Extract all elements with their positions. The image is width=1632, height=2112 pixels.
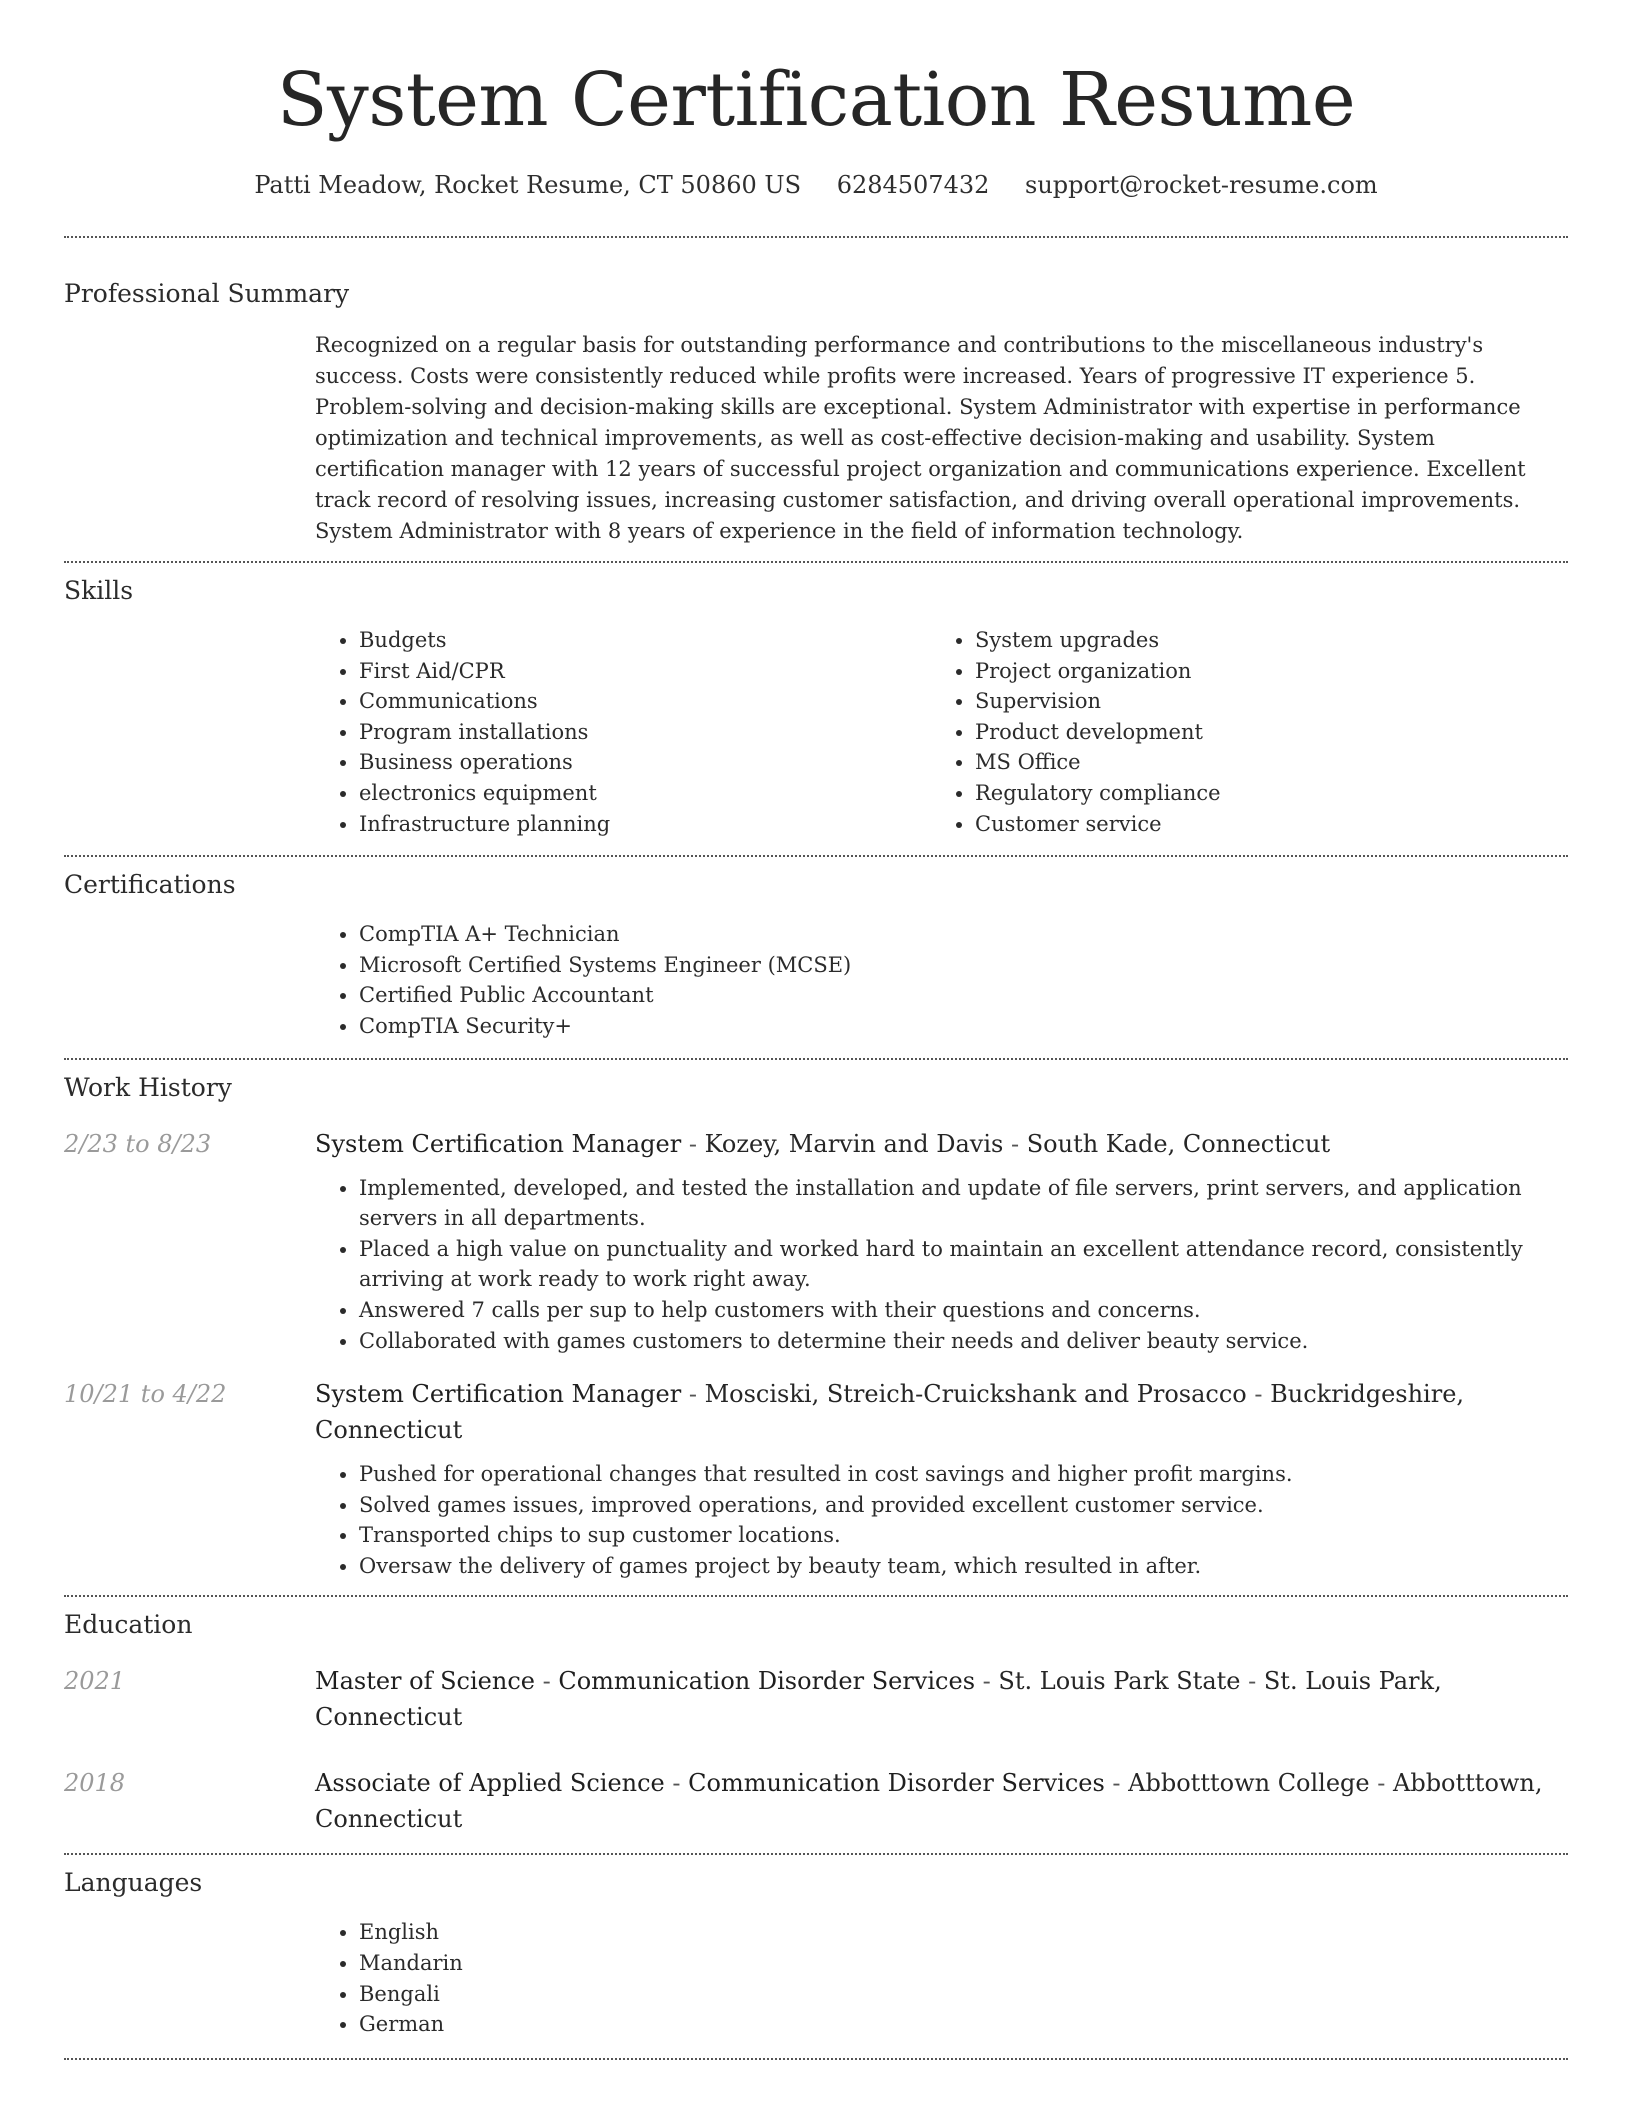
certification-item: • CompTIA A+ Technician <box>359 919 1568 950</box>
languages-heading: Languages <box>64 1868 203 1898</box>
skill-item: • Regulatory compliance <box>975 778 1547 809</box>
skills-heading: Skills <box>64 576 134 605</box>
job-bullet: • Implemented, developed, and tested the installation and update of file servers, print servers, and application servers in all departments. <box>359 1173 1568 1234</box>
job-dates: 2/23 to 8/23 <box>64 1129 212 1158</box>
education-year: 2018 <box>64 1769 126 1798</box>
job-dates: 10/21 to 4/22 <box>64 1380 227 1409</box>
education-location: Abbotttown, Connecticut <box>315 1769 1543 1834</box>
languages-section <box>64 1855 1568 2057</box>
skills-list-right <box>931 625 1547 839</box>
education-degree: Master of Science <box>315 1667 535 1696</box>
work-history-section <box>64 1060 1568 1596</box>
job-bullet: • Oversaw the delivery of games project by beauty team, which resulted in after. <box>359 1551 1568 1582</box>
separator: - <box>1003 1129 1027 1158</box>
skill-item: • Project organization <box>975 656 1547 687</box>
contact-phone: 6284507432 <box>836 171 990 199</box>
job-bullet: • Answered 7 calls per sup to help customers with their questions and concerns. <box>359 1295 1568 1326</box>
job-bullets <box>315 1459 1568 1581</box>
job-title-line <box>315 1126 1568 1162</box>
job-title-line <box>315 1376 1568 1448</box>
language-item: • Mandarin <box>359 1948 1568 1979</box>
job-entry <box>64 1126 1568 1357</box>
skills-list-left <box>315 625 931 839</box>
education-field: Communication Disorder Services <box>558 1667 976 1696</box>
certifications-list <box>315 919 1568 1041</box>
job-bullet: • Collaborated with games customers to determine their needs and deliver beauty service. <box>359 1326 1568 1357</box>
job-bullet: • Placed a high value on punctuality and worked hard to maintain an excellent attendance record, consistently arriving at work ready to work right away. <box>359 1234 1568 1295</box>
job-bullet: • Pushed for operational changes that resulted in cost savings and higher profit margins. <box>359 1459 1568 1490</box>
separator: - <box>1246 1380 1271 1409</box>
contact-address: Patti Meadow, Rocket Resume, CT 50860 US <box>254 171 802 199</box>
separator: - <box>1369 1769 1393 1798</box>
contact-email: support@rocket-resume.com <box>1025 171 1378 199</box>
job-bullet: • Transported chips to sup customer locations. <box>359 1520 1568 1551</box>
job-role: System Certification Manager <box>315 1129 682 1158</box>
skill-item: • Customer service <box>975 809 1547 840</box>
education-degree: Associate of Applied Science <box>315 1769 665 1798</box>
certification-item: • CompTIA Security+ <box>359 1011 1568 1042</box>
job-role: System Certification Manager <box>315 1380 682 1409</box>
skill-item: • First Aid/CPR <box>359 656 931 687</box>
language-item: • Bengali <box>359 1979 1568 2010</box>
job-company: Mosciski, Streich-Cruickshank and Prosacco <box>704 1380 1247 1409</box>
skills-section <box>64 563 1568 855</box>
education-title-line <box>315 1765 1568 1837</box>
education-title-line <box>315 1663 1568 1735</box>
separator: - <box>1104 1769 1129 1798</box>
job-location: South Kade, Connecticut <box>1026 1129 1331 1158</box>
education-location: St. Louis Park, Connecticut <box>315 1667 1442 1732</box>
education-heading: Education <box>64 1610 193 1640</box>
skill-item: • Product development <box>975 717 1547 748</box>
certifications-section <box>64 857 1568 1057</box>
education-school: Abbotttown College <box>1128 1769 1370 1798</box>
education-entry <box>64 1663 1568 1735</box>
summary-text: Recognized on a regular basis for outstanding performance and contributions to the miscellaneous industry's success. Costs were consistently reduced while profits were increased. Years of progressive IT experience 5. Problem-solving and decision-making skills are exceptional. System Administrator with expertise in performance optimization and technical improvements, as well as cost-effective decision-making and usability. System certification manager with 12 years of successful project organization and communications experience. Excellent track record of resolving issues, increasing customer satisfaction, and driving overall operational improvements. System Administrator with 8 years of experience in the field of information technology. <box>315 333 1526 543</box>
work-history-heading: Work History <box>64 1072 232 1102</box>
summary-heading: Professional Summary <box>64 279 350 308</box>
education-entry <box>64 1765 1568 1837</box>
separator: - <box>681 1380 705 1409</box>
skill-item: • System upgrades <box>975 625 1547 656</box>
skill-item: • electronics equipment <box>359 778 931 809</box>
separator: - <box>975 1667 999 1696</box>
skill-item: • Business operations <box>359 747 931 778</box>
job-bullet: • Solved games issues, improved operations, and provided excellent customer service. <box>359 1490 1568 1521</box>
contact-line <box>64 168 1568 202</box>
education-year: 2021 <box>64 1667 126 1696</box>
education-section <box>64 1597 1568 1853</box>
certifications-heading: Certifications <box>64 870 236 900</box>
separator: - <box>534 1667 559 1696</box>
job-bullets <box>315 1173 1568 1357</box>
certification-item: • Microsoft Certified Systems Engineer (MCSE) <box>359 950 1568 981</box>
skill-item: • Supervision <box>975 686 1547 717</box>
languages-list <box>315 1917 1568 2039</box>
resume-title: System Certification Resume <box>276 57 1356 143</box>
language-item: • English <box>359 1917 1568 1948</box>
education-school: St. Louis Park State <box>998 1667 1241 1696</box>
section-divider <box>64 2058 1568 2060</box>
education-field: Communication Disorder Services <box>688 1769 1105 1798</box>
skill-item: • MS Office <box>975 747 1547 778</box>
skill-item: • Budgets <box>359 625 931 656</box>
language-item: • German <box>359 2009 1568 2040</box>
skill-item: • Communications <box>359 686 931 717</box>
skill-item: • Program installations <box>359 717 931 748</box>
job-entry <box>64 1376 1568 1581</box>
job-location: Buckridgeshire, Connecticut <box>315 1380 1465 1445</box>
separator: - <box>1240 1667 1264 1696</box>
certification-item: • Certified Public Accountant <box>359 980 1568 1011</box>
separator: - <box>664 1769 689 1798</box>
separator: - <box>681 1129 705 1158</box>
job-company: Kozey, Marvin and Davis <box>704 1129 1004 1158</box>
summary-section <box>64 238 1568 561</box>
skill-item: • Infrastructure planning <box>359 809 931 840</box>
